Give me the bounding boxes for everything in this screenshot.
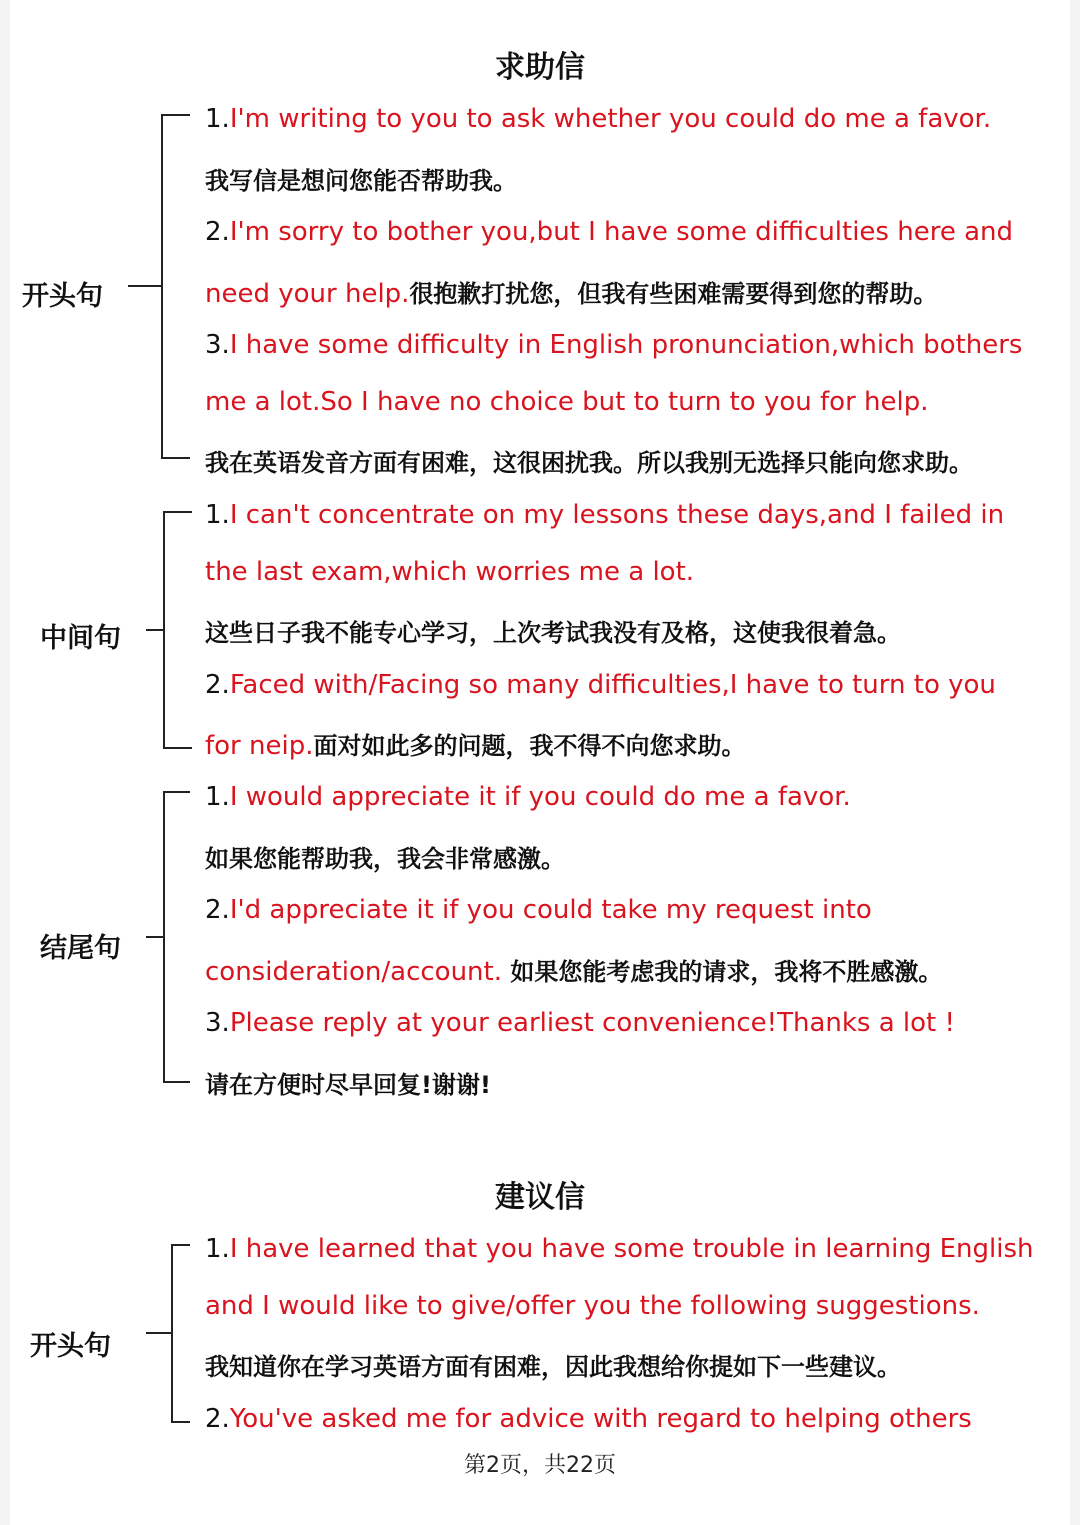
chinese-translation: 我写信是想问您能否帮助我。 — [205, 166, 517, 195]
english-sentence: I can't concentrate on my lessons these days,and I failed in — [229, 500, 1005, 530]
item-number: 3. — [205, 330, 230, 360]
english-sentence: I'd appreciate it if you could take my request into — [229, 895, 872, 925]
text-line — [205, 782, 851, 812]
text-line — [205, 557, 694, 587]
item-number: 2. — [205, 217, 230, 247]
chinese-translation: 面对如此多的问题，我不得不向您求助。 — [313, 732, 746, 760]
brace-advice-opening — [146, 1245, 190, 1422]
text-line — [205, 670, 996, 700]
section-title-help-letter: 求助信 — [495, 50, 585, 85]
text-line — [205, 1291, 980, 1321]
text-line — [205, 895, 872, 925]
chinese-translation: 如果您能帮助我，我会非常感激。 — [205, 844, 565, 873]
page-footer: 第2页，共22页 — [464, 1453, 616, 1478]
item-number: 2. — [205, 895, 230, 925]
item-number: 1. — [205, 500, 230, 530]
chinese-translation: 这些日子我不能专心学习，上次考试我没有及格，这使我很着急。 — [205, 619, 901, 647]
group-label-middle: 中间句 — [40, 623, 121, 654]
text-line — [205, 1347, 901, 1382]
item-number: 1. — [205, 782, 230, 812]
english-sentence: for neip. — [205, 731, 314, 761]
section-title-advice-letter: 建议信 — [495, 1180, 585, 1215]
group-label-advice-opening: 开头句 — [30, 1331, 111, 1362]
english-sentence: Faced with/Facing so many difficulties,I have to turn to you — [229, 669, 996, 700]
english-sentence: me a lot.So I have no choice but to turn to you for help. — [205, 386, 929, 417]
english-sentence: the last exam,which worries me a lot. — [205, 556, 695, 587]
item-number: 2. — [205, 669, 230, 700]
chinese-translation: 我在英语发音方面有困难，这很困扰我。所以我别无选择只能向您求助。 — [205, 449, 973, 477]
item-number: 1. — [205, 104, 230, 134]
text-line — [205, 952, 942, 987]
text-line — [205, 387, 929, 417]
text-line — [205, 161, 517, 196]
english-sentence: I have learned that you have some trouble in learning English — [229, 1234, 1034, 1264]
text-line — [205, 726, 745, 761]
text-line — [205, 443, 973, 478]
brace-closing — [146, 792, 190, 1082]
text-line — [205, 1008, 955, 1038]
text-line — [205, 500, 1004, 530]
chinese-translation: 如果您能考虑我的请求，我将不胜感激。 — [501, 957, 943, 986]
text-line — [205, 1404, 972, 1434]
chinese-translation: 我知道你在学习英语方面有困难，因此我想给你提如下一些建议。 — [205, 1353, 901, 1381]
item-number: 3. — [205, 1008, 230, 1038]
english-sentence: You've asked me for advice with regard to helping others — [229, 1403, 972, 1434]
english-sentence: I would appreciate it if you could do me a favor. — [229, 782, 851, 812]
brace-opening — [128, 115, 190, 458]
english-sentence: I have some difficulty in English pronunciation,which bothers — [229, 330, 1023, 360]
item-number: 2. — [205, 1403, 230, 1434]
english-sentence: consideration/account. — [205, 956, 502, 987]
english-sentence: I'm writing to you to ask whether you could do me a favor. — [229, 104, 992, 134]
text-line — [205, 839, 565, 874]
english-sentence: I'm sorry to bother you,but I have some difficulties here and — [229, 217, 1014, 247]
brace-middle — [146, 512, 192, 748]
text-line — [205, 217, 1013, 247]
english-sentence: Please reply at your earliest convenience!Thanks a lot ! — [229, 1008, 955, 1038]
english-sentence: need your help. — [205, 278, 410, 309]
text-line — [205, 1234, 1034, 1264]
english-sentence: and I would like to give/offer you the following suggestions. — [205, 1290, 980, 1321]
chinese-translation: 很抱歉打扰您，但我有些困难需要得到您的帮助。 — [409, 279, 938, 308]
group-label-closing: 结尾句 — [40, 933, 121, 964]
text-line — [205, 613, 901, 648]
text-line — [205, 104, 991, 134]
chinese-translation: 请在方便时尽早回复!谢谢! — [205, 1070, 491, 1099]
text-line — [205, 274, 937, 309]
group-label-opening: 开头句 — [22, 281, 103, 312]
item-number: 1. — [205, 1234, 230, 1264]
text-line — [205, 330, 1022, 360]
text-line — [205, 1065, 491, 1100]
